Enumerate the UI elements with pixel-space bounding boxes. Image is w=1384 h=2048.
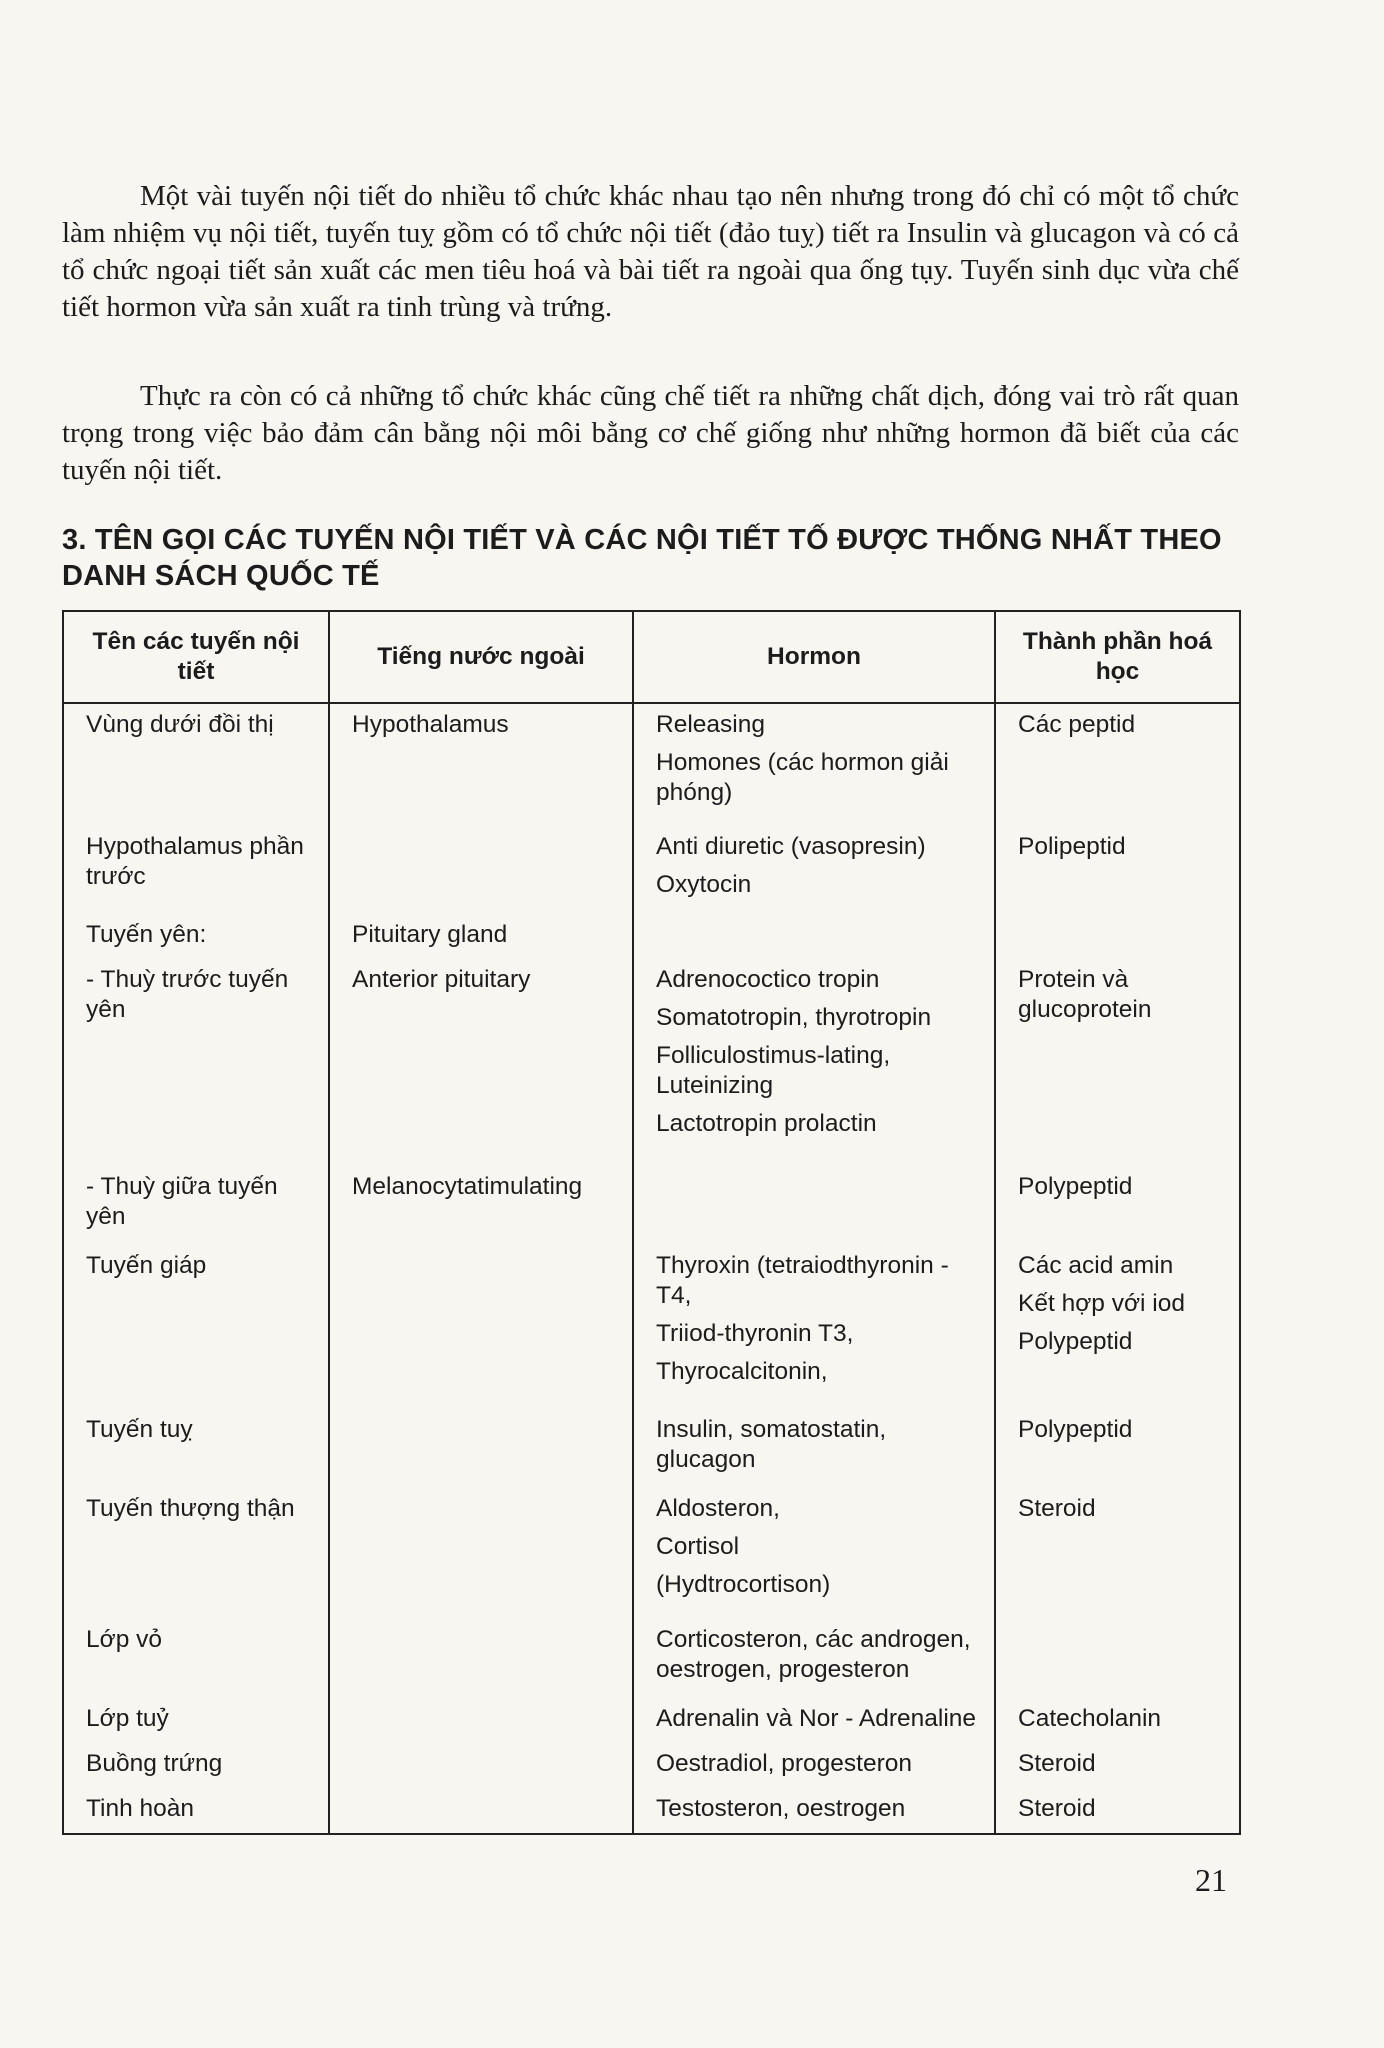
- chemistry-line: Protein và glucoprotein: [1018, 965, 1152, 1023]
- hormone-line: Somatotropin, thyrotropin: [656, 1003, 932, 1031]
- foreign-name-cell: Pituitary gland: [329, 914, 633, 959]
- gland-name-cell: Tuyến tuỵ: [63, 1409, 329, 1488]
- foreign-name-cell: [329, 1488, 633, 1619]
- chemistry-line: Kết hợp với iod: [1018, 1289, 1185, 1317]
- table-row: [63, 1245, 1240, 1409]
- chemistry-cell: [995, 1166, 1240, 1245]
- foreign-name-cell: Anterior pituitary: [329, 959, 633, 1166]
- foreign-name-cell: [329, 1788, 633, 1834]
- foreign-name-cell: [329, 1698, 633, 1743]
- endocrine-table: [62, 610, 1241, 1835]
- paragraph-2: Thực ra còn có cả những tổ chức khác cũng chế tiết ra những chất dịch, đóng vai trò rất quan trọng trong việc bảo đảm cân bằng nội môi bằng cơ chế giống như những hormon đã biết của các tuyến nội tiết.: [62, 380, 1239, 486]
- foreign-name-cell: [329, 1409, 633, 1488]
- table-header-row: [63, 611, 1240, 703]
- hormone-line: Corticosteron, các androgen, oestrogen, progesteron: [656, 1625, 971, 1683]
- foreign-name-cell: Hypothalamus: [329, 703, 633, 826]
- chemistry-cell: [995, 914, 1240, 959]
- hormone-cell: [633, 1245, 995, 1409]
- chemistry-line: Polypeptid: [1018, 1172, 1133, 1200]
- chemistry-cell: [995, 1698, 1240, 1743]
- gland-name-cell: Tuyến yên:: [63, 914, 329, 959]
- foreign-name-cell: [329, 1619, 633, 1698]
- foreign-name-cell: [329, 826, 633, 914]
- table-row: [63, 1166, 1240, 1245]
- chemistry-line: Các peptid: [1018, 711, 1136, 738]
- hormone-line: Thyroxin (tetraiodthyronin - T4,: [656, 1251, 949, 1309]
- chemistry-line: Polypeptid: [1018, 1416, 1133, 1444]
- table-row: [63, 703, 1240, 826]
- hormone-line: Adrenalin và Nor - Adrenaline: [656, 1704, 977, 1732]
- hormone-cell: [633, 1698, 995, 1743]
- chemistry-cell: [995, 1409, 1240, 1488]
- hormone-cell: [633, 1788, 995, 1834]
- gland-name-cell: Tinh hoàn: [63, 1788, 329, 1834]
- table-row: [63, 1698, 1240, 1743]
- gland-name-cell: Tuyến giáp: [63, 1245, 329, 1409]
- gland-name-cell: Tuyến thượng thận: [63, 1488, 329, 1619]
- chemistry-line: Catecholanin: [1018, 1704, 1162, 1732]
- hormone-line: Thyrocalcitonin,: [656, 1357, 828, 1385]
- section-heading: 3. TÊN GỌI CÁC TUYẾN NỘI TIẾT VÀ CÁC NỘI TIẾT TỐ ĐƯỢC THỐNG NHẤT THEO DANH SÁCH QUỐC TẾ: [62, 524, 1222, 592]
- gland-name-cell: Lớp vỏ: [63, 1619, 329, 1698]
- chemistry-line: Polipeptid: [1018, 832, 1126, 860]
- hormone-cell: [633, 1619, 995, 1698]
- chemistry-line: Các acid amin: [1018, 1251, 1174, 1279]
- hormone-cell: [633, 1166, 995, 1245]
- hormone-line: Homones (các hormon giải phóng): [656, 749, 949, 806]
- foreign-name-cell: Melanocytatimulating: [329, 1166, 633, 1245]
- hormone-line: Releasing: [656, 711, 765, 738]
- table-row: [63, 1788, 1240, 1834]
- paragraph-1: Một vài tuyến nội tiết do nhiều tổ chức khác nhau tạo nên nhưng trong đó chỉ có một tổ chức làm nhiệm vụ nội tiết, tuyến tuỵ gồm có tổ chức nội tiết (đảo tuỵ) tiết ra Insulin và glucagon và có cả tổ chức ngoại tiết sản xuất các men tiêu hoá và bài tiết ra ngoài qua ống tụy. Tuyến sinh dục vừa chế tiết hormon vừa sản xuất ra tinh trùng và trứng.: [62, 180, 1239, 323]
- chemistry-cell: [995, 959, 1240, 1166]
- table-row: [63, 959, 1240, 1166]
- gland-name-cell: - Thuỳ giữa tuyến yên: [63, 1166, 329, 1245]
- gland-name-cell: Hypothalamus phần trước: [63, 826, 329, 914]
- header-foreign: Tiếng nước ngoài: [329, 611, 633, 703]
- chemistry-cell: [995, 703, 1240, 826]
- chemistry-cell: [995, 1488, 1240, 1619]
- hormone-cell: [633, 1488, 995, 1619]
- hormone-cell: [633, 1409, 995, 1488]
- gland-name-cell: Vùng dưới đồi thị: [63, 703, 329, 826]
- hormone-line: Insulin, somatostatin, glucagon: [656, 1416, 887, 1474]
- header-gland: Tên các tuyến nội tiết: [63, 611, 329, 703]
- hormone-line: Anti diuretic (vasopresin): [656, 832, 926, 860]
- chemistry-cell: [995, 1788, 1240, 1834]
- gland-name-cell: Lớp tuỷ: [63, 1698, 329, 1743]
- chemistry-line: Steroid: [1018, 1794, 1096, 1822]
- hormone-cell: [633, 703, 995, 826]
- foreign-name-cell: [329, 1743, 633, 1788]
- hormone-cell: [633, 826, 995, 914]
- header-hormone: Hormon: [633, 611, 995, 703]
- chemistry-line: Steroid: [1018, 1495, 1096, 1523]
- foreign-name-cell: [329, 1245, 633, 1409]
- hormone-line: Cortisol: [656, 1533, 740, 1561]
- gland-name-cell: - Thuỳ trước tuyến yên: [63, 959, 329, 1166]
- hormone-line: Adrenococtico tropin: [656, 965, 880, 993]
- hormone-line: Oxytocin: [656, 870, 752, 898]
- table-row: [63, 1619, 1240, 1698]
- chemistry-cell: [995, 1245, 1240, 1409]
- header-chemistry: Thành phần hoá học: [995, 611, 1240, 703]
- page-number: 21: [1195, 1862, 1227, 1898]
- table-row: [63, 914, 1240, 959]
- hormone-line: Triiod-thyronin T3,: [656, 1319, 854, 1347]
- chemistry-cell: [995, 826, 1240, 914]
- hormone-line: Oestradiol, progesteron: [656, 1749, 913, 1777]
- table-row: [63, 1743, 1240, 1788]
- table-row: [63, 826, 1240, 914]
- hormone-line: (Hydtrocortison): [656, 1571, 831, 1599]
- table-row: [63, 1488, 1240, 1619]
- chemistry-cell: [995, 1743, 1240, 1788]
- hormone-line: Aldosteron,: [656, 1495, 780, 1523]
- hormone-line: Lactotropin prolactin: [656, 1109, 877, 1137]
- hormone-line: Folliculostimus-lating, Luteinizing: [656, 1041, 891, 1099]
- gland-name-cell: Buồng trứng: [63, 1743, 329, 1788]
- table-row: [63, 1409, 1240, 1488]
- chemistry-line: Steroid: [1018, 1749, 1096, 1777]
- chemistry-cell: [995, 1619, 1240, 1698]
- hormone-cell: [633, 1743, 995, 1788]
- hormone-cell: [633, 914, 995, 959]
- hormone-cell: [633, 959, 995, 1166]
- hormone-line: Testosteron, oestrogen: [656, 1794, 906, 1822]
- chemistry-line: Polypeptid: [1018, 1327, 1133, 1355]
